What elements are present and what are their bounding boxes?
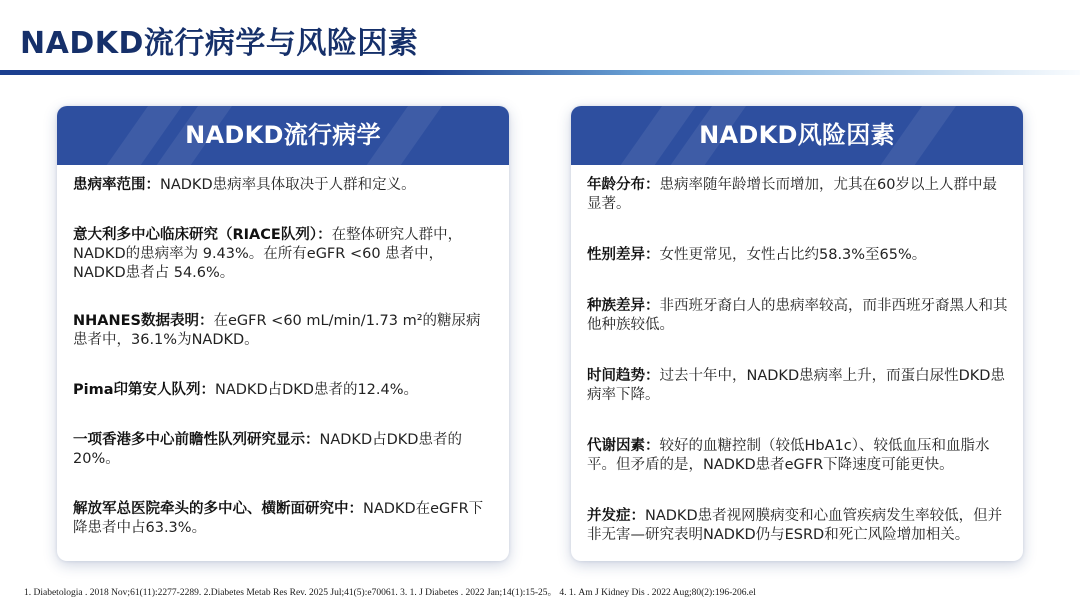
list-item: 种族差异：非西班牙裔白人的患病率较高，而非西班牙裔黑人和其他种族较低。 (587, 298, 1008, 333)
list-item: 意大利多中心临床研究（RIACE队列）：在整体研究人群中，NADKD的患病率为 9.43%。在所有eGFR <60 患者中，NADKD患者占 54.6%。 (73, 227, 463, 281)
title-underline (0, 70, 1080, 76)
risk-factors-card-header (571, 106, 1023, 165)
list-item: 并发症：NADKD患者视网膜病变和心血管疾病发生率较低，但并非无害—研究表明NADKD仍与ESRD和死亡风险增加相关。 (587, 508, 1003, 543)
references: 1. Diabetologia . 2018 Nov;61(11):2277-2289. 2.Diabetes Metab Res Rev. 2025 Jul;41(5):e70061. 3. 1. J Diabetes . 2022 Jan;14(1):15-25。 4. 1. Am J Kidney Dis . 2022 Aug;80(2):196-206.el (24, 588, 756, 598)
list-item: 一项香港多中心前瞻性队列研究显示：NADKD占DKD患者的20%。 (73, 432, 462, 467)
list-item: 患病率范围：NADKD患病率具体取决于人群和定义。 (73, 177, 416, 193)
risk-factors-card-title: NADKD风险因素 (699, 121, 895, 149)
slide-title: NADKD流行病学与风险因素 (20, 26, 419, 61)
risk-factors-list (587, 176, 1009, 577)
risk-factors-card (571, 106, 1023, 561)
list-item: Pima印第安人队列：NADKD占DKD患者的12.4%。 (73, 382, 419, 398)
epidemiology-card-title: NADKD流行病学 (185, 121, 381, 149)
list-item: 解放军总医院牵头的多中心、横断面研究中：NADKD在eGFR下降患者中占63.3%。 (73, 501, 484, 536)
epidemiology-card-header (57, 106, 509, 165)
list-item: 性别差异：女性更常见，女性占比约58.3%至65%。 (587, 247, 927, 263)
list-item: 年龄分布：患病率随年龄增长而增加，尤其在60岁以上人群中最显著。 (587, 177, 997, 212)
epidemiology-card (57, 106, 509, 561)
epidemiology-list (73, 176, 495, 569)
list-item: 时间趋势：过去十年中，NADKD患病率上升，而蛋白尿性DKD患病率下降。 (587, 368, 1005, 403)
list-item: 代谢因素：较好的血糖控制（较低HbA1c）、较低血压和血脂水平。但矛盾的是，NADKD患者eGFR下降速度可能更快。 (587, 438, 990, 473)
list-item: NHANES数据表明：在eGFR <60 mL/min/1.73 m²的糖尿病患者中，36.1%为NADKD。 (73, 313, 481, 348)
